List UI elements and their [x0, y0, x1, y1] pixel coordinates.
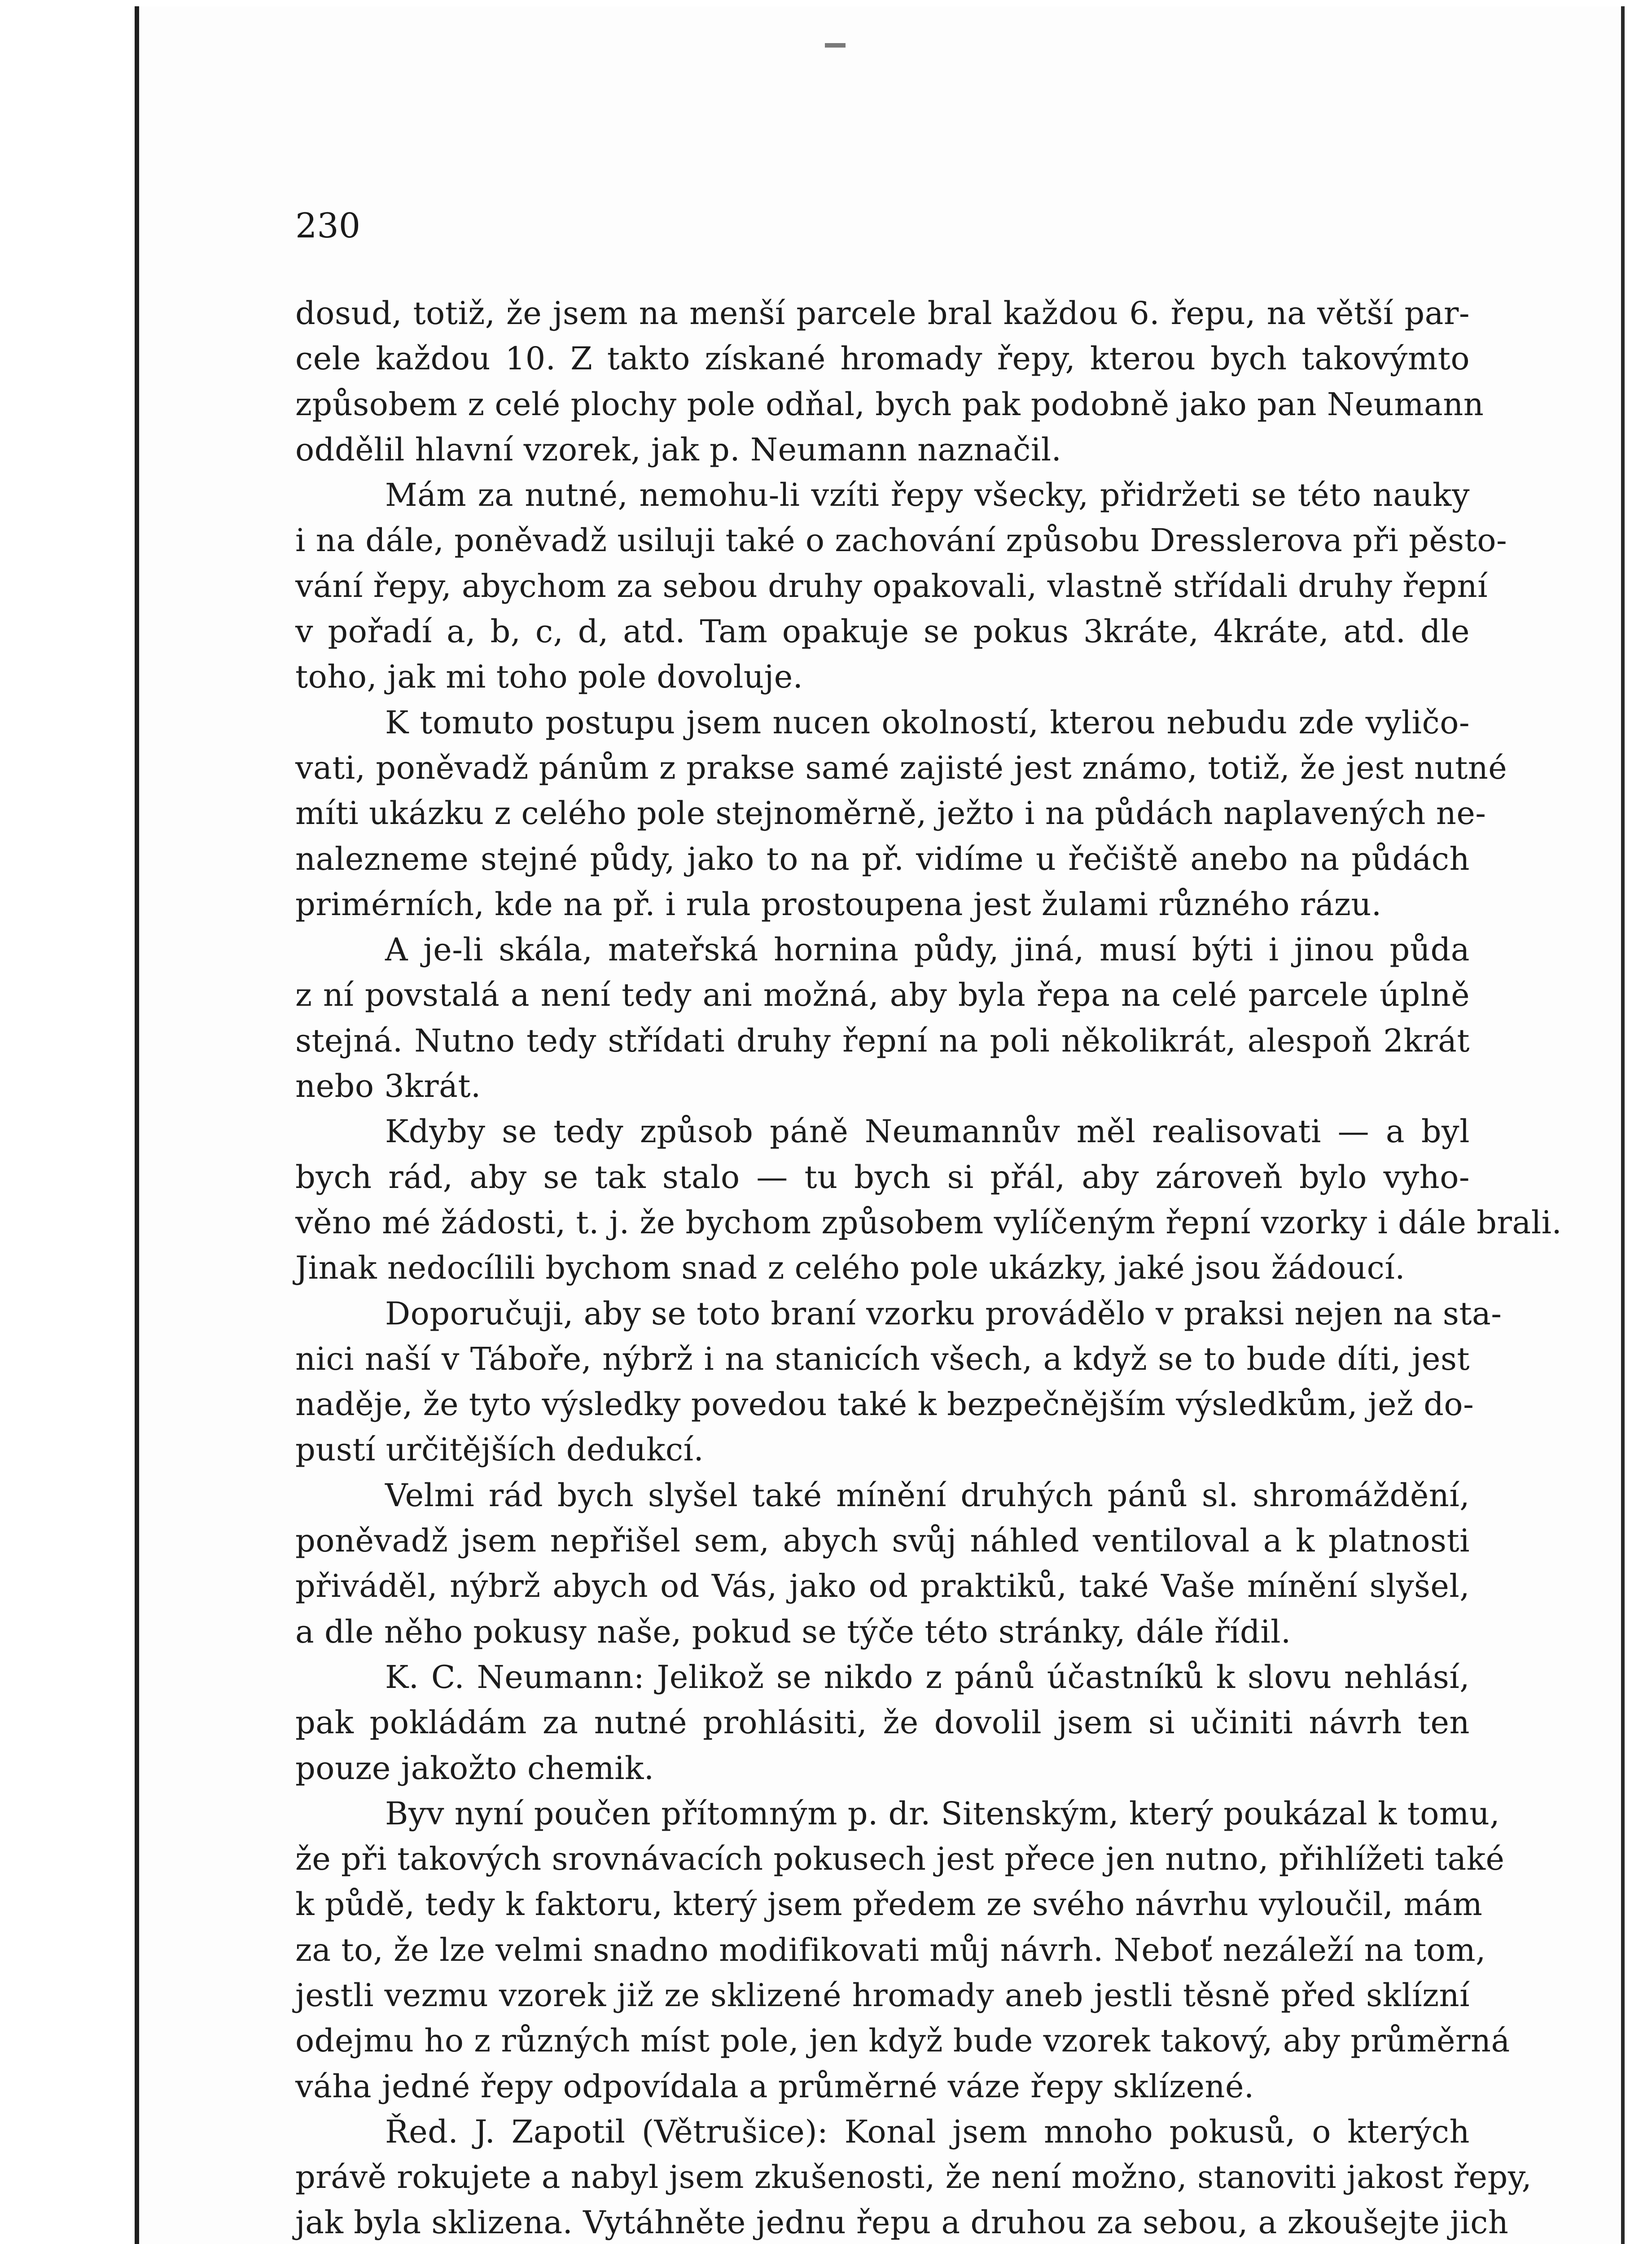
text-line: primérních, kde na př. i rula prostoupena jest žulami různého rázu. [295, 885, 1382, 923]
text-line: pustí určitějších dedukcí. [295, 1431, 704, 1468]
text-line: toho, jak mi toho pole dovoluje. [295, 658, 803, 696]
text-line: bych rád, aby se tak stalo — tu bych si přál, aby zároveň bylo vyho- [295, 1158, 1470, 1196]
text-line: v pořadí a, b, c, d, atd. Tam opakuje se pokus 3kráte, 4kráte, atd. dle [295, 613, 1470, 650]
text-line: jestli vezmu vzorek již ze sklizené hromady aneb jestli těsně před sklízní [295, 1977, 1470, 2014]
text-line: Řed. J. Zapotil (Větrušice): Konal jsem mnoho pokusů, o kterých [385, 2113, 1470, 2150]
text-line: vati, poněvadž pánům z prakse samé zajisté jest známo, totiž, že jest nutné [295, 749, 1507, 786]
text-line: právě rokujete a nabyl jsem zkušenosti, že není možno, stanoviti jakost řepy, [295, 2159, 1532, 2196]
text-line: věno mé žádosti, t. j. že bychom způsobem vylíčeným řepní vzorky i dále brali. [295, 1204, 1562, 1241]
text-line: Doporučuji, aby se toto braní vzorku provádělo v praksi nejen na sta- [385, 1295, 1502, 1332]
text-line: nici naší v Táboře, nýbrž i na stanicích všech, a když se to bude díti, jest [295, 1340, 1470, 1377]
text-line: i na dále, poněvadž usiluji také o zachování způsobu Dresslerova při pěsto- [295, 522, 1507, 559]
text-line: dosud, totiž, že jsem na menší parcele bral každou 6. řepu, na větší par- [295, 295, 1470, 332]
text-line: za to, že lze velmi snadno modifikovati můj návrh. Neboť nezáleží na tom, [295, 1931, 1486, 1968]
text-line: z ní povstalá a není tedy ani možná, aby byla řepa na celé parcele úplně [295, 977, 1470, 1014]
text-line: způsobem z celé plochy pole odňal, bych pak podobně jako pan Neumann [295, 386, 1484, 423]
text-line: Velmi rád bych slyšel také mínění druhých pánů sl. shromáždění, [385, 1477, 1470, 1514]
text-line: K tomuto postupu jsem nucen okolností, kterou nebudu zde vyličo- [385, 704, 1470, 741]
page-number: 230 [295, 206, 361, 245]
text-line: cele každou 10. Z takto získané hromady řepy, kterou bych takovýmto [295, 340, 1470, 377]
text-line: odejmu ho z různých míst pole, jen když bude vzorek takový, aby průměrná [295, 2022, 1510, 2060]
top-mark [825, 43, 846, 48]
text-line: míti ukázku z celého pole stejnoměrně, ježto i na půdách naplavených ne- [295, 795, 1486, 832]
text-line: vání řepy, abychom za sebou druhy opakovali, vlastně střídali druhy řepní [295, 567, 1488, 605]
text-line: A je-li skála, mateřská hornina půdy, jiná, musí býti i jinou půda [385, 931, 1470, 969]
text-line: pouze jakožto chemik. [295, 1749, 654, 1787]
body-text [295, 291, 1562, 2244]
text-line: jak byla sklizena. Vytáhněte jednu řepu a druhou za sebou, a zkoušejte jich [295, 2204, 1509, 2241]
text-line: K. C. Neumann: Jelikož se nikdo z pánů účastníků k slovu nehlásí, [385, 1658, 1470, 1696]
text-line: poněvadž jsem nepřišel sem, abych svůj náhled ventiloval a k platnosti [295, 1522, 1470, 1560]
text-line: oddělil hlavní vzorek, jak p. Neumann naznačil. [295, 431, 1062, 468]
text-line: stejná. Nutno tedy střídati druhy řepní na poli několikrát, alespoň 2krát [295, 1022, 1470, 1059]
text-line: Jinak nedocílili bychom snad z celého pole ukázky, jaké jsou žádoucí. [295, 1249, 1405, 1287]
text-line: nebo 3krát. [295, 1068, 481, 1105]
text-line: že při takových srovnávacích pokusech jest přece jen nutno, přihlížeti také [295, 1841, 1505, 1878]
text-line: Kdyby se tedy způsob páně Neumannův měl realisovati — a byl [385, 1113, 1470, 1150]
text-line: Byv nyní poučen přítomným p. dr. Sitenským, který poukázal k tomu, [385, 1795, 1500, 1832]
text-line: naděje, že tyto výsledky povedou také k bezpečnějším výsledkům, jež do- [295, 1386, 1474, 1423]
text-line: nalezneme stejné půdy, jako to na př. vidíme u řečiště anebo na půdách [295, 840, 1470, 877]
text-line: Mám za nutné, nemohu-li vzíti řepy všecky, přidržeti se této nauky [385, 477, 1470, 514]
text-line: váha jedné řepy odpovídala a průměrné váze řepy sklízené. [295, 2068, 1254, 2105]
text-line: a dle něho pokusy naše, pokud se týče této stránky, dále řídil. [295, 1613, 1291, 1650]
text-line: přiváděl, nýbrž abych od Vás, jako od praktiků, také Vaše mínění slyšel, [295, 1568, 1470, 1605]
text-line: pak pokládám za nutné prohlásiti, že dovolil jsem si učiniti návrh ten [295, 1704, 1470, 1741]
text-line: k půdě, tedy k faktoru, který jsem předem ze svého návrhu vyloučil, mám [295, 1886, 1483, 1923]
